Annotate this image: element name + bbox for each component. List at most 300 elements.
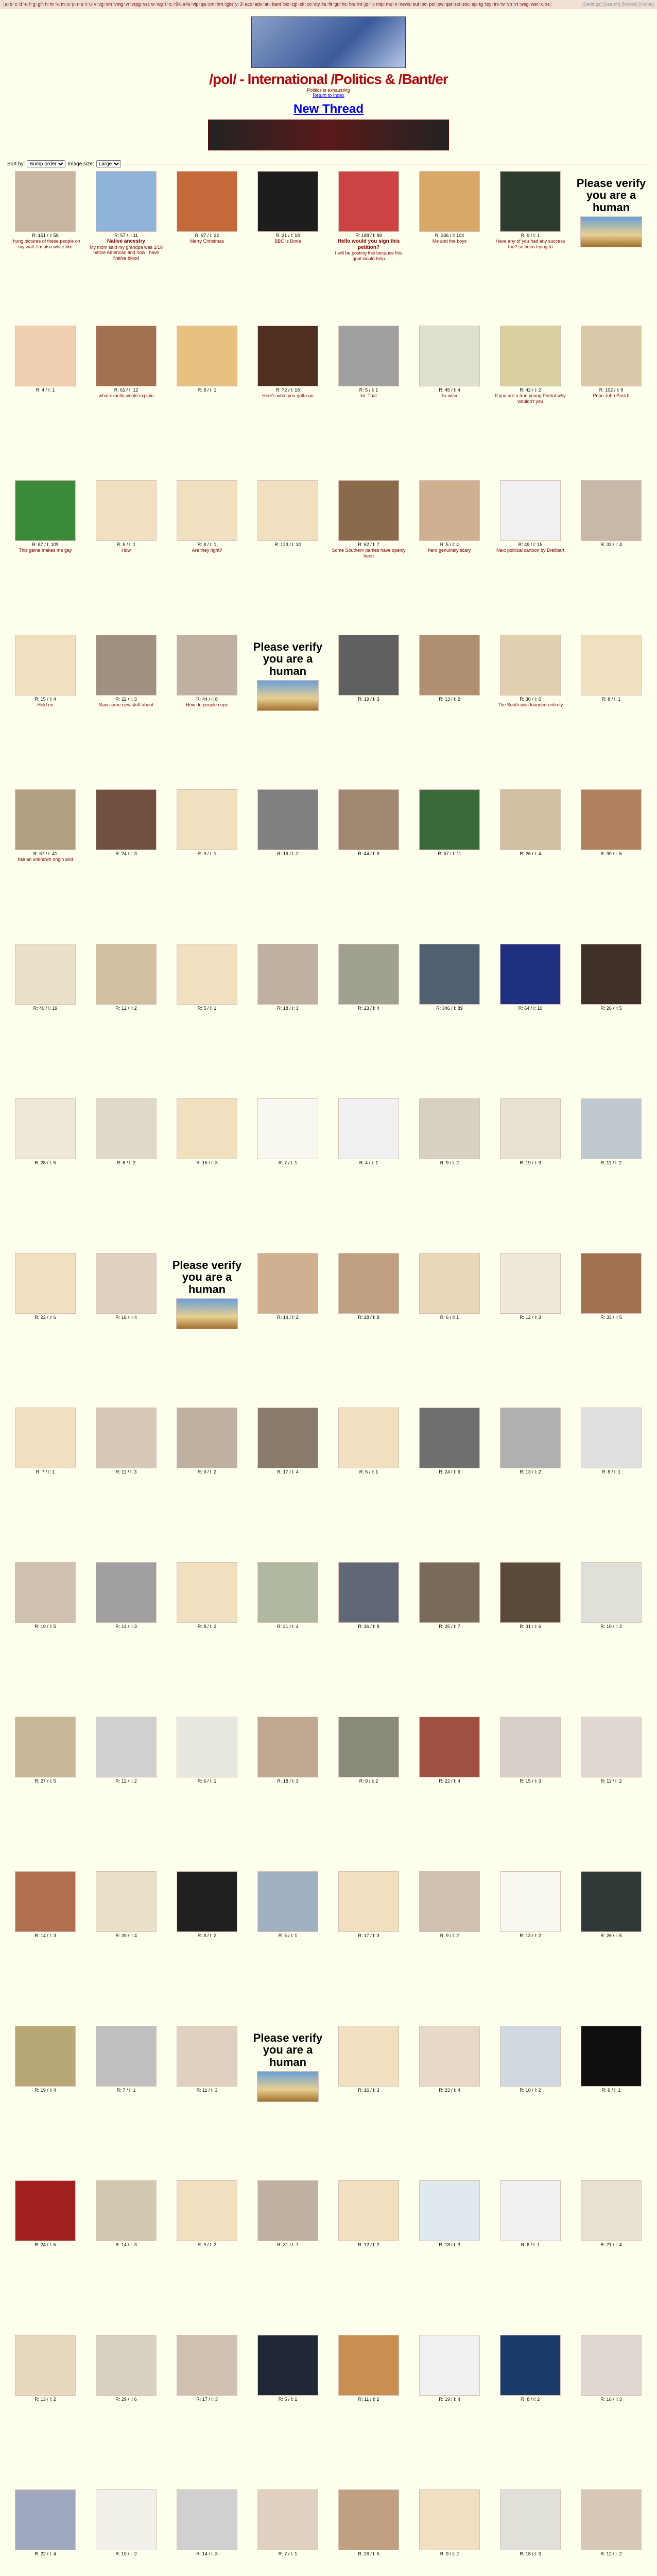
thread-thumbnail[interactable]: [581, 1408, 642, 1468]
catalog-thread[interactable]: [491, 1408, 569, 1562]
catalog-thread[interactable]: [491, 1253, 569, 1408]
thread-thumbnail[interactable]: [338, 2489, 399, 2550]
board-link-vr[interactable]: vr: [125, 2, 130, 7]
catalog-thread[interactable]: [87, 171, 165, 326]
thread-thumbnail[interactable]: [338, 944, 399, 1005]
catalog-thread[interactable]: [249, 1253, 327, 1408]
board-link-ic[interactable]: ic: [168, 2, 172, 7]
thread-thumbnail[interactable]: [419, 480, 480, 541]
catalog-thread[interactable]: [330, 789, 408, 944]
thread-thumbnail[interactable]: [96, 171, 157, 232]
catalog-thread[interactable]: [87, 1717, 165, 1871]
thread-thumbnail[interactable]: [257, 1717, 318, 1777]
catalog-thread[interactable]: [249, 480, 327, 635]
thread-thumbnail[interactable]: [500, 326, 561, 386]
catalog-thread[interactable]: [87, 1562, 165, 1717]
board-link-mlp[interactable]: mlp: [376, 2, 384, 7]
thread-thumbnail[interactable]: [419, 326, 480, 386]
board-link-qst[interactable]: qst: [445, 2, 452, 7]
catalog-thread[interactable]: [249, 1717, 327, 1871]
board-link-xs[interactable]: xs: [545, 2, 550, 7]
catalog-thread[interactable]: [491, 1871, 569, 2026]
catalog-thread[interactable]: [6, 1408, 84, 1562]
verify-human-card[interactable]: [249, 635, 327, 789]
thread-thumbnail[interactable]: [177, 326, 237, 386]
board-link-e[interactable]: e: [24, 2, 27, 7]
catalog-thread[interactable]: [572, 1253, 650, 1408]
thread-thumbnail[interactable]: [500, 2335, 561, 2396]
board-link-biz[interactable]: biz: [283, 2, 289, 7]
catalog-thread[interactable]: [249, 326, 327, 480]
catalog-thread[interactable]: [410, 635, 489, 789]
board-banner[interactable]: [251, 16, 406, 68]
thread-thumbnail[interactable]: [15, 1562, 76, 1623]
thread-thumbnail[interactable]: [338, 2026, 399, 2087]
thread-thumbnail[interactable]: [15, 480, 76, 541]
catalog-thread[interactable]: [572, 2489, 650, 2576]
catalog-thread[interactable]: [572, 1871, 650, 2026]
board-link-sci[interactable]: sci: [454, 2, 460, 7]
thread-thumbnail[interactable]: [177, 2180, 237, 2241]
thread-thumbnail[interactable]: [96, 2335, 157, 2396]
thread-thumbnail[interactable]: [419, 171, 480, 232]
thread-thumbnail[interactable]: [96, 480, 157, 541]
thread-thumbnail[interactable]: [177, 1098, 237, 1159]
board-link-n[interactable]: n: [394, 2, 397, 7]
verify-human-card[interactable]: [168, 1253, 246, 1408]
thread-thumbnail[interactable]: [177, 2335, 237, 2396]
catalog-thread[interactable]: [572, 635, 650, 789]
thread-thumbnail[interactable]: [96, 2489, 157, 2550]
board-link-vmg[interactable]: vmg: [114, 2, 124, 7]
catalog-thread[interactable]: [410, 1098, 489, 1253]
thread-thumbnail[interactable]: [419, 1871, 480, 1932]
thread-thumbnail[interactable]: [15, 1253, 76, 1314]
catalog-thread[interactable]: [410, 944, 489, 1098]
board-link-jp[interactable]: jp: [364, 2, 368, 7]
catalog-thread[interactable]: [6, 171, 84, 326]
board-link-hm[interactable]: hm: [216, 2, 223, 7]
thread-thumbnail[interactable]: [338, 1562, 399, 1623]
thread-thumbnail[interactable]: [257, 2180, 318, 2241]
thread-thumbnail[interactable]: [15, 171, 76, 232]
thread-thumbnail[interactable]: [581, 2335, 642, 2396]
catalog-thread[interactable]: [249, 2180, 327, 2335]
board-link-r9k[interactable]: r9k: [174, 2, 181, 7]
catalog-thread[interactable]: [168, 1562, 246, 1717]
board-link-fa[interactable]: fa: [322, 2, 326, 7]
thread-thumbnail[interactable]: [177, 1562, 237, 1623]
thread-thumbnail[interactable]: [257, 171, 318, 232]
catalog-thread[interactable]: [87, 2180, 165, 2335]
catalog-thread[interactable]: [6, 480, 84, 635]
board-link-an[interactable]: an: [264, 2, 270, 7]
catalog-thread[interactable]: [168, 2489, 246, 2576]
board-link-a[interactable]: a: [5, 2, 8, 7]
thread-thumbnail[interactable]: [338, 1253, 399, 1314]
thread-thumbnail[interactable]: [338, 171, 399, 232]
catalog-thread[interactable]: [572, 789, 650, 944]
size-select[interactable]: [96, 160, 121, 167]
board-link-qa[interactable]: qa: [200, 2, 206, 7]
thread-thumbnail[interactable]: [15, 635, 76, 696]
board-link-his[interactable]: his: [349, 2, 355, 7]
thread-thumbnail[interactable]: [96, 789, 157, 850]
catalog-thread[interactable]: [410, 1717, 489, 1871]
catalog-thread[interactable]: [168, 789, 246, 944]
catalog-thread[interactable]: [87, 1408, 165, 1562]
board-link-fit[interactable]: fit: [328, 2, 332, 7]
thread-thumbnail[interactable]: [257, 480, 318, 541]
board-link-g[interactable]: g: [32, 2, 36, 7]
catalog-thread[interactable]: [330, 1871, 408, 2026]
thread-thumbnail[interactable]: [177, 2489, 237, 2550]
catalog-thread[interactable]: [410, 171, 489, 326]
catalog-thread[interactable]: [249, 1562, 327, 1717]
catalog-thread[interactable]: [168, 2026, 246, 2180]
catalog-thread[interactable]: [572, 480, 650, 635]
board-link-m[interactable]: m: [61, 2, 65, 7]
board-link-gd[interactable]: gd: [334, 2, 340, 7]
catalog-thread[interactable]: [572, 2335, 650, 2489]
catalog-thread[interactable]: [410, 2026, 489, 2180]
board-link-hr[interactable]: hr: [49, 2, 54, 7]
catalog-thread[interactable]: [249, 789, 327, 944]
thread-thumbnail[interactable]: [500, 480, 561, 541]
thread-thumbnail[interactable]: [257, 2489, 318, 2550]
thread-thumbnail[interactable]: [15, 2489, 76, 2550]
catalog-thread[interactable]: [6, 1562, 84, 1717]
thread-thumbnail[interactable]: [338, 1717, 399, 1777]
catalog-thread[interactable]: [6, 2026, 84, 2180]
thread-thumbnail[interactable]: [500, 1408, 561, 1468]
catalog-thread[interactable]: [330, 2180, 408, 2335]
catalog-thread[interactable]: [491, 1717, 569, 1871]
catalog-thread[interactable]: [330, 326, 408, 480]
thread-thumbnail[interactable]: [177, 171, 237, 232]
thread-thumbnail[interactable]: [581, 1717, 642, 1777]
board-link-vt[interactable]: vt: [514, 2, 518, 7]
catalog-thread[interactable]: [168, 1408, 246, 1562]
catalog-thread[interactable]: [249, 1871, 327, 2026]
thread-thumbnail[interactable]: [419, 1717, 480, 1777]
thread-thumbnail[interactable]: [96, 944, 157, 1005]
verify-human-card[interactable]: [572, 171, 650, 326]
catalog-thread[interactable]: [249, 944, 327, 1098]
board-link-lit[interactable]: lit: [370, 2, 374, 7]
catalog-thread[interactable]: [168, 1098, 246, 1253]
catalog-thread[interactable]: [491, 2489, 569, 2576]
catalog-thread[interactable]: [6, 635, 84, 789]
board-link-r[interactable]: r: [77, 2, 79, 7]
board-link-t[interactable]: t: [85, 2, 87, 7]
thread-thumbnail[interactable]: [96, 2026, 157, 2087]
thread-thumbnail[interactable]: [338, 326, 399, 386]
catalog-thread[interactable]: [491, 944, 569, 1098]
thread-thumbnail[interactable]: [500, 1717, 561, 1777]
board-link-w[interactable]: w: [151, 2, 155, 7]
board-link-3[interactable]: 3: [239, 2, 243, 7]
board-link-cm[interactable]: cm: [208, 2, 215, 7]
board-link-co[interactable]: co: [306, 2, 312, 7]
thread-thumbnail[interactable]: [15, 789, 76, 850]
catalog-thread[interactable]: [87, 326, 165, 480]
thread-thumbnail[interactable]: [500, 789, 561, 850]
catalog-thread[interactable]: [491, 326, 569, 480]
thread-thumbnail[interactable]: [419, 2489, 480, 2550]
catalog-thread[interactable]: [6, 1253, 84, 1408]
catalog-thread[interactable]: [249, 1098, 327, 1253]
thread-thumbnail[interactable]: [581, 1562, 642, 1623]
thread-thumbnail[interactable]: [419, 944, 480, 1005]
thread-thumbnail[interactable]: [15, 1717, 76, 1777]
thread-thumbnail[interactable]: [15, 944, 76, 1005]
catalog-thread[interactable]: [330, 1253, 408, 1408]
verify-human-image[interactable]: [257, 680, 319, 711]
thread-thumbnail[interactable]: [500, 1253, 561, 1314]
board-link-adv[interactable]: adv: [254, 2, 263, 7]
board-link-s4s[interactable]: s4s: [183, 2, 191, 7]
catalog-thread[interactable]: [6, 2180, 84, 2335]
board-link-f[interactable]: f: [29, 2, 31, 7]
board-link-hc[interactable]: hc: [341, 2, 347, 7]
board-link-v[interactable]: v: [94, 2, 96, 7]
thread-thumbnail[interactable]: [257, 1871, 318, 1932]
board-link-pw[interactable]: pw: [437, 2, 444, 7]
thread-thumbnail[interactable]: [500, 635, 561, 696]
catalog-thread[interactable]: [6, 326, 84, 480]
catalog-thread[interactable]: [87, 2489, 165, 2576]
thread-thumbnail[interactable]: [581, 944, 642, 1005]
catalog-thread[interactable]: [491, 480, 569, 635]
thread-thumbnail[interactable]: [96, 1871, 157, 1932]
board-link-ck[interactable]: ck: [300, 2, 305, 7]
thread-thumbnail[interactable]: [15, 1871, 76, 1932]
board-link-bant[interactable]: bant: [272, 2, 281, 7]
board-link-b[interactable]: b: [10, 2, 13, 7]
catalog-thread[interactable]: [572, 2026, 650, 2180]
thread-thumbnail[interactable]: [257, 1253, 318, 1314]
thread-thumbnail[interactable]: [500, 2026, 561, 2087]
thread-thumbnail[interactable]: [338, 1408, 399, 1468]
catalog-thread[interactable]: [330, 2026, 408, 2180]
thread-thumbnail[interactable]: [419, 2180, 480, 2241]
catalog-thread[interactable]: [87, 944, 165, 1098]
board-link-d[interactable]: d: [19, 2, 22, 7]
catalog-thread[interactable]: [168, 1871, 246, 2026]
thread-thumbnail[interactable]: [96, 1098, 157, 1159]
board-link-p[interactable]: p: [72, 2, 75, 7]
nav-right-links[interactable]: [Settings] [Search] [Mobile] [Home]: [582, 2, 654, 7]
thread-thumbnail[interactable]: [338, 789, 399, 850]
catalog-thread[interactable]: [572, 944, 650, 1098]
thread-thumbnail[interactable]: [177, 944, 237, 1005]
catalog-thread[interactable]: [491, 789, 569, 944]
catalog-thread[interactable]: [87, 635, 165, 789]
thread-thumbnail[interactable]: [419, 1562, 480, 1623]
thread-thumbnail[interactable]: [257, 1562, 318, 1623]
catalog-thread[interactable]: [330, 944, 408, 1098]
advertisement-banner[interactable]: [208, 120, 449, 150]
catalog-thread[interactable]: [168, 944, 246, 1098]
catalog-thread[interactable]: [572, 1098, 650, 1253]
return-link[interactable]: Return to Index: [313, 93, 344, 98]
catalog-thread[interactable]: [410, 2489, 489, 2576]
thread-thumbnail[interactable]: [177, 789, 237, 850]
thread-thumbnail[interactable]: [96, 1253, 157, 1314]
thread-thumbnail[interactable]: [257, 1408, 318, 1468]
catalog-thread[interactable]: [87, 1253, 165, 1408]
catalog-thread[interactable]: [410, 2335, 489, 2489]
board-link-o[interactable]: o: [67, 2, 70, 7]
catalog-thread[interactable]: [6, 1871, 84, 2026]
new-thread-link[interactable]: New Thread: [293, 102, 364, 116]
catalog-thread[interactable]: [330, 2489, 408, 2576]
thread-thumbnail[interactable]: [581, 2489, 642, 2550]
board-link-k[interactable]: k: [56, 2, 59, 7]
thread-thumbnail[interactable]: [338, 635, 399, 696]
board-link-po[interactable]: po: [421, 2, 427, 7]
catalog-thread[interactable]: [410, 480, 489, 635]
catalog-thread[interactable]: [410, 326, 489, 480]
catalog-thread[interactable]: [410, 2180, 489, 2335]
catalog-thread[interactable]: [330, 1717, 408, 1871]
board-link-lgbt[interactable]: lgbt: [225, 2, 233, 7]
board-link-int[interactable]: int: [357, 2, 362, 7]
thread-thumbnail[interactable]: [338, 2335, 399, 2396]
thread-thumbnail[interactable]: [419, 2335, 480, 2396]
thread-thumbnail[interactable]: [257, 326, 318, 386]
catalog-thread[interactable]: [6, 1098, 84, 1253]
catalog-thread[interactable]: [249, 2489, 327, 2576]
catalog-thread[interactable]: [330, 635, 408, 789]
catalog-thread[interactable]: [572, 1562, 650, 1717]
thread-thumbnail[interactable]: [15, 2026, 76, 2087]
catalog-thread[interactable]: [87, 2026, 165, 2180]
thread-thumbnail[interactable]: [96, 2180, 157, 2241]
board-link-soc[interactable]: soc: [462, 2, 470, 7]
thread-thumbnail[interactable]: [338, 1871, 399, 1932]
catalog-thread[interactable]: [168, 480, 246, 635]
thread-thumbnail[interactable]: [177, 1717, 237, 1777]
board-link-aco[interactable]: aco: [245, 2, 253, 7]
thread-thumbnail[interactable]: [177, 480, 237, 541]
board-link-wsr[interactable]: wsr: [531, 2, 539, 7]
thread-thumbnail[interactable]: [96, 1408, 157, 1468]
thread-thumbnail[interactable]: [338, 480, 399, 541]
catalog-thread[interactable]: [87, 789, 165, 944]
thread-thumbnail[interactable]: [177, 1871, 237, 1932]
catalog-thread[interactable]: [330, 1098, 408, 1253]
thread-thumbnail[interactable]: [338, 1098, 399, 1159]
thread-thumbnail[interactable]: [96, 1562, 157, 1623]
catalog-thread[interactable]: [249, 2335, 327, 2489]
thread-thumbnail[interactable]: [419, 789, 480, 850]
catalog-thread[interactable]: [491, 2180, 569, 2335]
board-link-toy[interactable]: toy: [485, 2, 492, 7]
board-link-tg[interactable]: tg: [479, 2, 483, 7]
thread-thumbnail[interactable]: [500, 1098, 561, 1159]
thread-thumbnail[interactable]: [581, 635, 642, 696]
thread-thumbnail[interactable]: [500, 944, 561, 1005]
catalog-thread[interactable]: [6, 2489, 84, 2576]
board-link-y[interactable]: y: [235, 2, 238, 7]
thread-thumbnail[interactable]: [338, 2180, 399, 2241]
board-link-diy[interactable]: diy: [314, 2, 320, 7]
board-link-vrpg[interactable]: vrpg: [131, 2, 141, 7]
catalog-thread[interactable]: [168, 2180, 246, 2335]
thread-thumbnail[interactable]: [177, 1408, 237, 1468]
catalog-thread[interactable]: [168, 1717, 246, 1871]
verify-human-image[interactable]: [580, 216, 642, 247]
thread-thumbnail[interactable]: [419, 2026, 480, 2087]
thread-thumbnail[interactable]: [96, 635, 157, 696]
board-link-vg[interactable]: vg: [98, 2, 104, 7]
board-link-wsg[interactable]: wsg: [520, 2, 529, 7]
catalog-thread[interactable]: [330, 171, 408, 326]
thread-thumbnail[interactable]: [581, 1871, 642, 1932]
board-link-vip[interactable]: vip: [192, 2, 199, 7]
board-link-mu[interactable]: mu: [386, 2, 393, 7]
catalog-thread[interactable]: [410, 789, 489, 944]
thread-thumbnail[interactable]: [177, 2026, 237, 2087]
sort-select[interactable]: [27, 160, 65, 167]
catalog-thread[interactable]: [410, 1871, 489, 2026]
catalog-thread[interactable]: [491, 2026, 569, 2180]
board-link-pol[interactable]: pol: [429, 2, 436, 7]
thread-thumbnail[interactable]: [15, 1098, 76, 1159]
catalog-thread[interactable]: [6, 944, 84, 1098]
board-link-cgl[interactable]: cgl: [291, 2, 298, 7]
board-link-vm[interactable]: vm: [106, 2, 112, 7]
catalog-thread[interactable]: [491, 635, 569, 789]
catalog-thread[interactable]: [330, 2335, 408, 2489]
verify-human-image[interactable]: [257, 2071, 319, 2102]
thread-thumbnail[interactable]: [15, 1408, 76, 1468]
board-link-u[interactable]: u: [89, 2, 92, 7]
catalog-thread[interactable]: [491, 1098, 569, 1253]
thread-thumbnail[interactable]: [500, 171, 561, 232]
catalog-thread[interactable]: [6, 789, 84, 944]
thread-thumbnail[interactable]: [257, 789, 318, 850]
catalog-thread[interactable]: [168, 326, 246, 480]
board-link-sp[interactable]: sp: [472, 2, 477, 7]
thread-thumbnail[interactable]: [500, 2180, 561, 2241]
catalog-thread[interactable]: [410, 1253, 489, 1408]
board-link-out[interactable]: out: [412, 2, 420, 7]
board-link-s[interactable]: s: [80, 2, 83, 7]
thread-thumbnail[interactable]: [500, 1871, 561, 1932]
catalog-thread[interactable]: [6, 2335, 84, 2489]
thread-thumbnail[interactable]: [15, 2180, 76, 2241]
thread-thumbnail[interactable]: [419, 1253, 480, 1314]
catalog-thread[interactable]: [87, 1871, 165, 2026]
catalog-thread[interactable]: [6, 1717, 84, 1871]
board-link-vst[interactable]: vst: [143, 2, 149, 7]
thread-thumbnail[interactable]: [15, 2335, 76, 2396]
catalog-thread[interactable]: [249, 1408, 327, 1562]
catalog-thread[interactable]: [491, 2335, 569, 2489]
catalog-thread[interactable]: [249, 171, 327, 326]
board-link-vp[interactable]: vp: [507, 2, 512, 7]
thread-thumbnail[interactable]: [581, 1253, 642, 1314]
thread-thumbnail[interactable]: [500, 1562, 561, 1623]
thread-thumbnail[interactable]: [581, 2180, 642, 2241]
catalog-thread[interactable]: [410, 1408, 489, 1562]
thread-thumbnail[interactable]: [257, 944, 318, 1005]
board-link-news[interactable]: news: [400, 2, 411, 7]
thread-thumbnail[interactable]: [581, 789, 642, 850]
